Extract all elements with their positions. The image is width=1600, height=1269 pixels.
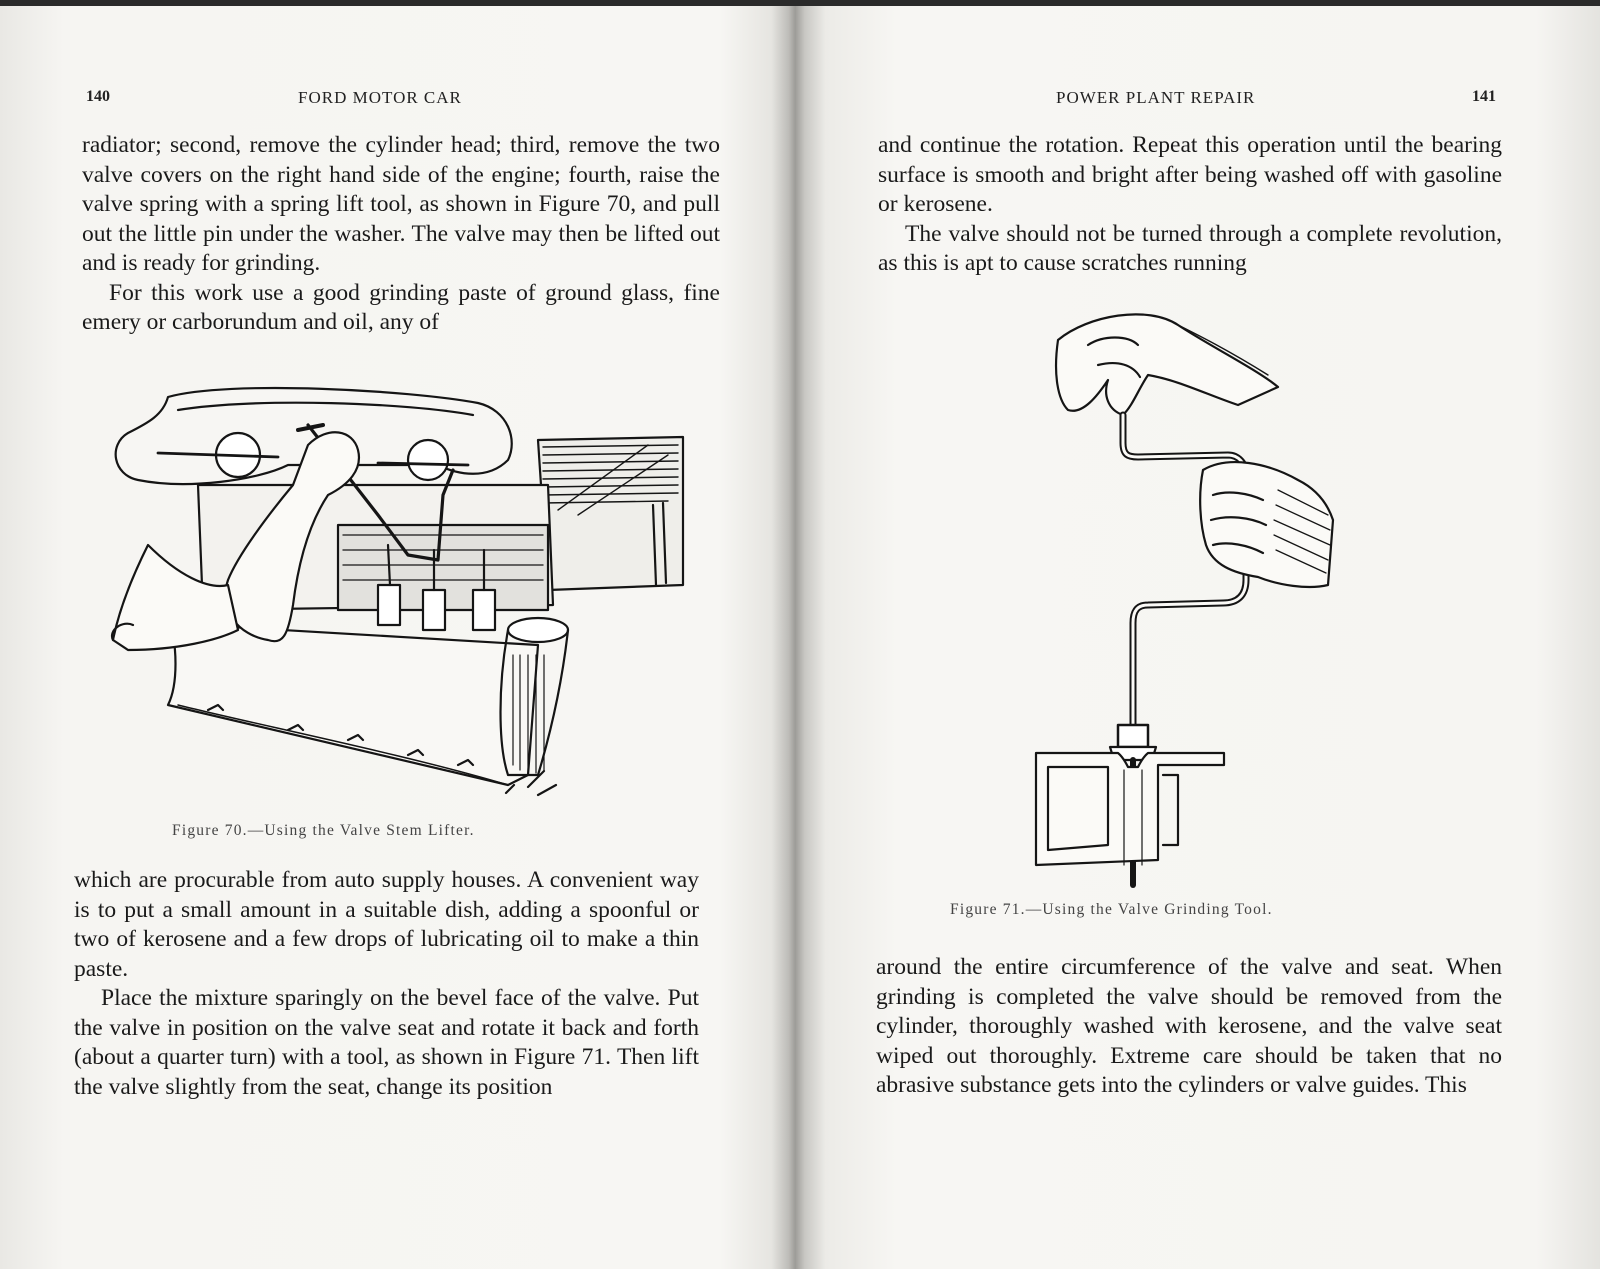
right-page xyxy=(800,0,1600,1269)
bottom-text xyxy=(74,866,699,1102)
running-head: POWER PLANT REPAIR xyxy=(1056,88,1256,107)
page-number: 141 xyxy=(1472,88,1496,105)
figure-70-illustration xyxy=(108,385,698,825)
paragraph: and continue the rotation. Repeat this operation until the bearing surface is smooth and bright after being washed off with gasoline or kerosene. xyxy=(878,132,1502,217)
figure-71-illustration xyxy=(1028,305,1368,895)
paragraph: radiator; second, remove the cylinder head; third, remove the two valve covers on the right hand side of the engine; fourth, raise the valve spring with a spring lift tool, as shown in Figure 70, and pull out the little pin under the washer. The valve may then be lifted out and is ready for grinding. xyxy=(82,132,720,276)
top-text xyxy=(82,131,720,338)
paragraph: Place the mixture sparingly on the bevel face of the valve. Put the valve in position on the valve seat and rotate it back and forth (about a quarter turn) with a tool, as shown in Figure 71. Then lift the valve slightly from the seat, change its position xyxy=(74,985,699,1100)
paragraph: For this work use a good grinding paste of ground glass, fine emery or carborundum and oil, any of xyxy=(82,279,720,335)
page-number: 140 xyxy=(86,88,110,105)
paragraph: around the entire circumference of the valve and seat. When grinding is completed the valve should be removed from the cylinder, thoroughly washed with kerosene, and the valve seat wiped out thoroughly. Extreme care should be taken that no abrasive substance gets into the cylinders or valve guides. This xyxy=(876,954,1502,1098)
paragraph: which are procurable from auto supply houses. A convenient way is to put a small amount in a suitable dish, adding a spoonful or two of kerosene and a few drops of lubricating oil to make a thin paste. xyxy=(74,867,699,982)
bottom-text xyxy=(876,953,1502,1101)
running-head: FORD MOTOR CAR xyxy=(298,88,462,107)
figure-caption: Figure 70.—Using the Valve Stem Lifter. xyxy=(172,822,475,839)
left-page xyxy=(0,0,790,1269)
top-text xyxy=(878,131,1502,279)
paragraph: The valve should not be turned through a complete revolution, as this is apt to cause scratches running xyxy=(878,220,1502,276)
figure-caption: Figure 71.—Using the Valve Grinding Tool. xyxy=(950,901,1273,918)
